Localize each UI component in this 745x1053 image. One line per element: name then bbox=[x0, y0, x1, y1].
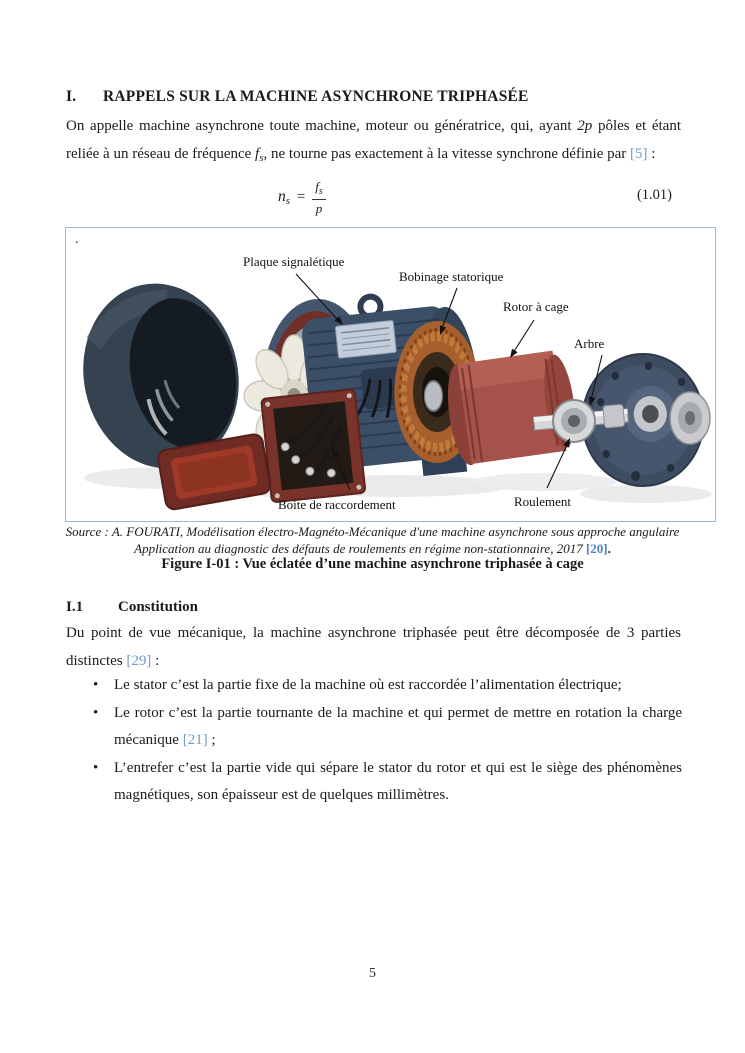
intro-text-3: , ne tourne pas exactement à la vitesse synchrone définie par bbox=[263, 145, 631, 162]
list-item-entrefer bbox=[66, 755, 682, 810]
shaft-bearing bbox=[553, 400, 595, 442]
figure-label-roulement: Roulement bbox=[514, 494, 572, 509]
figure-source bbox=[40, 524, 705, 557]
source-line-1: Source : A. FOURATI, Modélisation électro-Magnéto-Mécanique d'une machine asynchrone sous approche angulaire bbox=[65, 524, 680, 539]
equation-number: (1.01) bbox=[636, 187, 672, 203]
figure-caption: Figure I-01 : Vue éclatée d’une machine asynchrone triphasée à cage bbox=[161, 556, 584, 572]
citation-5[interactable]: [5] bbox=[630, 145, 648, 162]
citation-20[interactable]: [20] bbox=[585, 540, 608, 556]
list-item-stator-text: Le stator c’est la partie fixe de la machine où est raccordée l’alimentation électrique; bbox=[114, 677, 622, 693]
bullet-icon: • bbox=[93, 704, 99, 721]
figure-label-plaque: Plaque signalétique bbox=[243, 254, 345, 269]
subsection-numeral: I.1 bbox=[66, 599, 84, 615]
list-item-rotor-text: Le rotor c’est la partie tournante de la machine et qui permet de mettre en rotation la charge mécanique bbox=[114, 704, 682, 748]
equals-sign: = bbox=[297, 189, 306, 205]
intro-text-1: On appelle machine asynchrone toute machine, moteur ou génératrice, qui, ayant bbox=[66, 118, 578, 134]
formula-lhs: ns bbox=[278, 188, 291, 207]
fraction-numerator: $f_s$ bbox=[312, 180, 326, 200]
frequency-subscript: s bbox=[259, 151, 264, 164]
list-item-stator bbox=[66, 672, 682, 700]
list-item-entrefer-text: L’entrefer c’est la partie vide qui sépare le stator du rotor et qui est le siège des phénomènes magnétiques, son épaisseur est de quelques millimètres. bbox=[114, 759, 682, 803]
subsection-title: Constitution bbox=[118, 599, 199, 615]
poles-variable: 2p bbox=[577, 118, 593, 134]
synchronous-speed-formula bbox=[278, 180, 326, 215]
terminal-box bbox=[261, 389, 365, 502]
frequency-variable: f bbox=[255, 145, 260, 162]
figure-label-boite: Boite de raccordement bbox=[278, 497, 396, 512]
constitution-text-1: Du point de vue mécanique, la machine asynchrone triphasée peut être décomposée de 3 parties distinctes bbox=[66, 625, 681, 669]
intro-text-4: : bbox=[647, 145, 656, 162]
fraction-denominator: p bbox=[315, 201, 323, 216]
citation-29[interactable]: [29] bbox=[126, 652, 152, 669]
section-heading bbox=[66, 88, 681, 106]
section-numeral: I. bbox=[66, 88, 77, 105]
motor-exploded-view-image bbox=[66, 228, 715, 521]
stray-dot: . bbox=[75, 232, 79, 247]
constitution-list bbox=[66, 672, 682, 810]
figure-label-bobinage: Bobinage statorique bbox=[399, 269, 504, 284]
constitution-text-2: : bbox=[151, 652, 160, 669]
fraction bbox=[312, 180, 326, 215]
subsection-heading bbox=[66, 599, 681, 616]
bearing-cap bbox=[670, 392, 710, 444]
bullet-icon: • bbox=[93, 759, 99, 776]
equation-row bbox=[66, 180, 681, 218]
bullet-icon: • bbox=[93, 677, 99, 693]
figure-label-arbre: Arbre bbox=[574, 336, 605, 351]
list-item-rotor bbox=[66, 700, 682, 755]
constitution-paragraph bbox=[66, 620, 681, 675]
intro-text-2: pôles et étant reliée à un réseau de fréquence bbox=[66, 118, 682, 162]
page-number: 5 bbox=[369, 966, 376, 981]
figure-label-rotor: Rotor à cage bbox=[503, 299, 569, 314]
list-item-rotor-text-end: ; bbox=[207, 732, 216, 748]
section-title: RAPPELS SUR LA MACHINE ASYNCHRONE TRIPHASÉE bbox=[103, 88, 529, 105]
nameplate bbox=[335, 320, 396, 358]
source-line-2: Application au diagnostic des défauts de roulements en régime non-stationnaire, 2017 [20]. bbox=[134, 540, 611, 556]
figure-frame bbox=[65, 227, 716, 522]
citation-21[interactable]: [21] bbox=[182, 732, 208, 748]
intro-paragraph bbox=[66, 113, 681, 172]
